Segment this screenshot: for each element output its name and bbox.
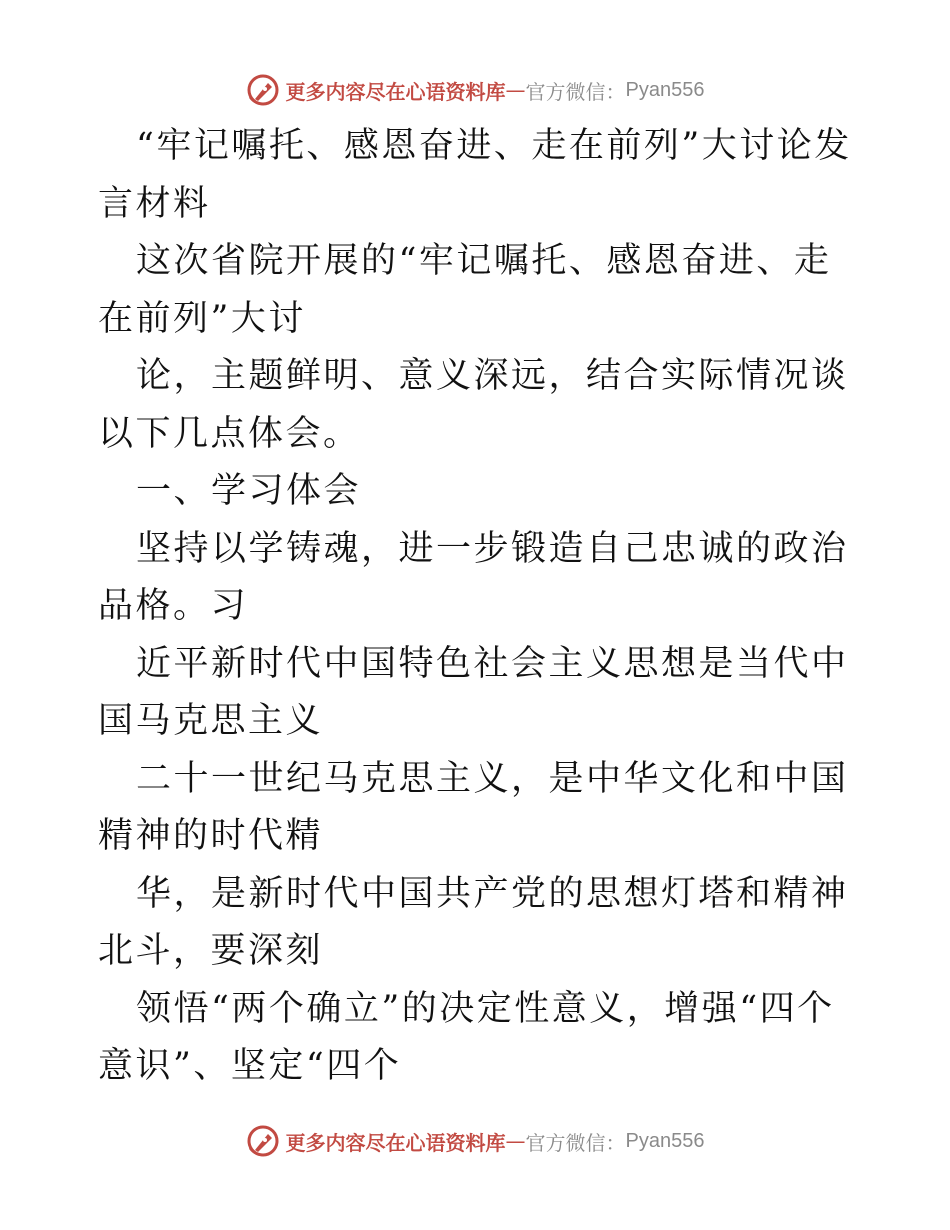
paragraph-line: “牢记嘱托、感恩奋进、走在前列”大讨论发言 <box>98 126 852 224</box>
paragraph <box>98 636 858 751</box>
paragraph-continuation: 的时代精 <box>173 816 324 856</box>
paragraph-line: 近平新时代中国特色社会主义思想是当代中国马 <box>98 643 849 741</box>
pen-nib-logo-icon <box>246 1124 280 1158</box>
paragraph <box>98 751 858 866</box>
header-watermark <box>0 70 950 110</box>
paragraph-continuation: 列”大讨 <box>173 298 306 339</box>
paragraph-continuation: 克思主义 <box>173 701 324 741</box>
paragraph-continuation: 几点体会。 <box>173 413 361 454</box>
paragraph-line: 二十一世纪马克思主义，是中华文化和中国精神 <box>98 758 849 856</box>
paragraph <box>98 348 858 463</box>
document-body <box>98 118 858 1096</box>
watermark-brand: 更多内容尽在心语资料库 <box>285 1130 506 1155</box>
heading-text: 一、学习体会 <box>136 471 362 511</box>
paragraph-continuation: 材料 <box>135 183 211 224</box>
watermark-separator: — <box>505 78 526 102</box>
paragraph <box>98 866 858 981</box>
paragraph <box>98 521 858 636</box>
footer-watermark <box>0 1121 950 1161</box>
watermark-wechat-label: 官方微信： <box>525 1130 626 1155</box>
watermark-wechat-id: Pyan556 <box>625 1129 705 1152</box>
paragraph-line: 这次省院开展的“牢记嘱托、感恩奋进、走在前 <box>98 241 832 339</box>
paragraph <box>98 233 858 348</box>
paragraph-line: 华，是新时代中国共产党的思想灯塔和精神北 <box>98 873 849 971</box>
paragraph-continuation: 斗，要深刻 <box>135 931 324 971</box>
paragraph-line: 论，主题鲜明、意义深远，结合实际情况谈以下 <box>98 356 849 454</box>
paragraph-title <box>98 118 858 233</box>
section-heading <box>98 463 858 521</box>
paragraph <box>98 981 858 1096</box>
watermark-brand: 更多内容尽在心语资料库 <box>285 79 506 104</box>
watermark-wechat-id: Pyan556 <box>625 78 705 101</box>
paragraph-line: 领悟“两个确立”的决定性意义，增强“四个意 <box>98 988 835 1086</box>
paragraph-continuation: 识”、坚定“四个 <box>135 1046 402 1086</box>
watermark-separator: — <box>505 1129 526 1153</box>
paragraph-line: 坚持以学铸魂，进一步锻造自己忠诚的政治品 <box>98 528 849 626</box>
pen-nib-logo-icon <box>246 73 280 107</box>
watermark-wechat-label: 官方微信： <box>525 79 626 104</box>
paragraph-continuation: 格。习 <box>135 586 249 626</box>
